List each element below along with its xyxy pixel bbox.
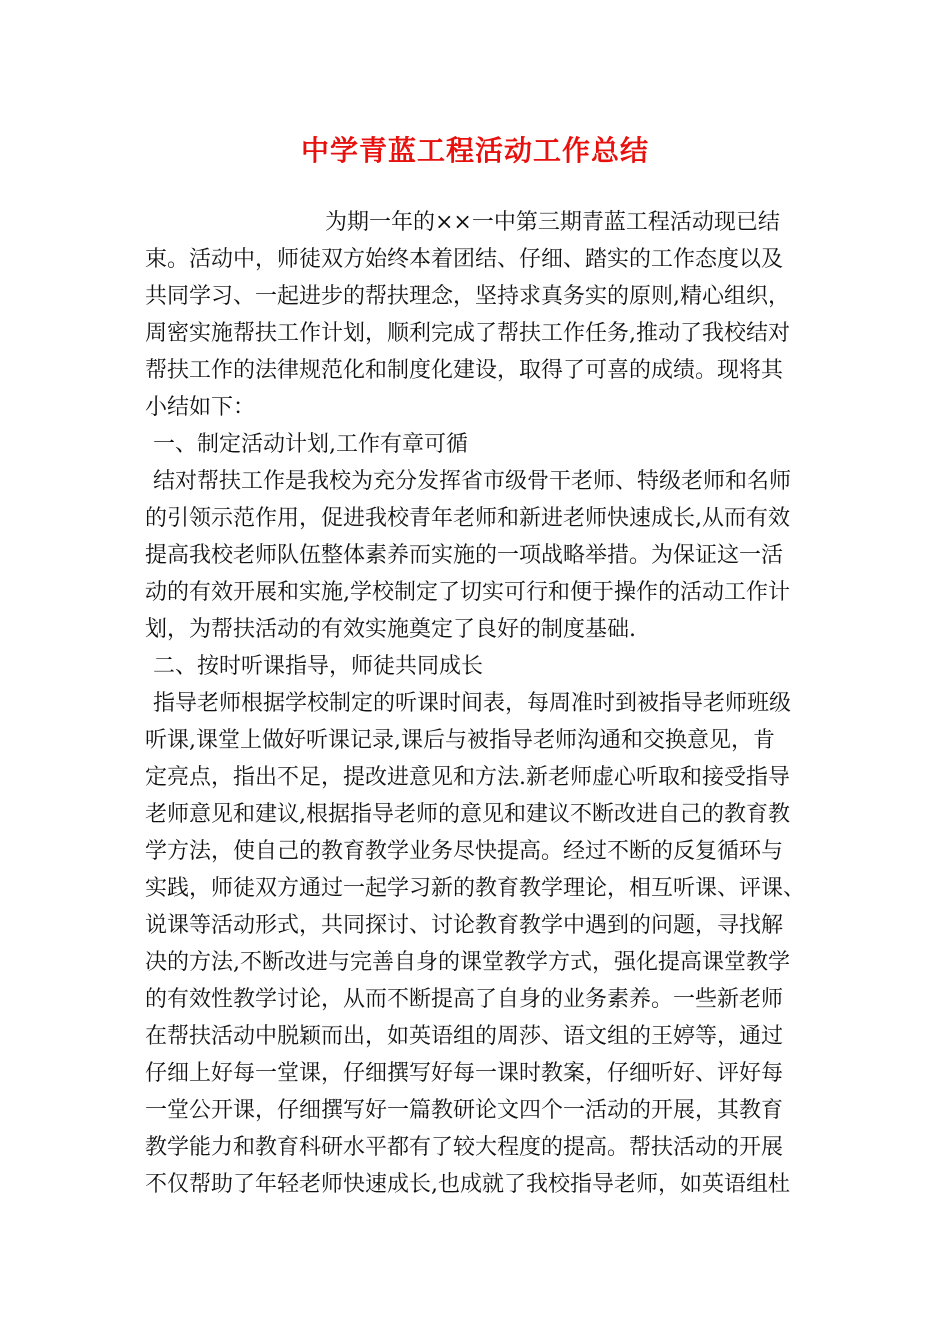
paragraph-line: 结对帮扶工作是我校为充分发挥省市级骨干老师、特级老师和名师 xyxy=(153,469,792,494)
paragraph-line: 实践，师徒双方通过一起学习新的教育教学理论，相互听课、评课、 xyxy=(145,876,806,901)
section-heading: 二、按时听课指导，师徒共同成长 xyxy=(153,654,484,679)
paragraph-line: 的有效性教学讨论，从而不断提高了自身的业务素养。一些新老师 xyxy=(145,987,784,1012)
paragraph-line: 束。活动中，师徒双方始终本着团结、仔细、踏实的工作态度以及 xyxy=(145,247,784,272)
document-body xyxy=(145,204,815,1203)
paragraph-line: 定亮点，指出不足，提改进意见和方法.新老师虚心听取和接受指导 xyxy=(145,765,790,790)
paragraph-line: 在帮扶活动中脱颖而出，如英语组的周莎、语文组的王婷等，通过 xyxy=(145,1024,784,1049)
paragraph-line: 为期一年的××一中第三期青蓝工程活动现已结 xyxy=(325,210,780,235)
paragraph-line: 老师意见和建议,根据指导老师的意见和建议不断改进自己的教育教 xyxy=(145,802,790,827)
paragraph-line: 一堂公开课，仔细撰写好一篇教研论文四个一活动的开展，其教育 xyxy=(145,1098,784,1123)
paragraph-line: 提高我校老师队伍整体素养而实施的一项战略举措。为保证这一活 xyxy=(145,543,784,568)
paragraph-line: 教学能力和教育科研水平都有了较大程度的提高。帮扶活动的开展 xyxy=(145,1135,784,1160)
section-heading: 一、制定活动计划,工作有章可循 xyxy=(153,432,468,457)
paragraph-line: 决的方法,不断改进与完善自身的课堂教学方式，强化提高课堂教学 xyxy=(145,950,790,975)
paragraph-line: 的引领示范作用，促进我校青年老师和新进老师快速成长,从而有效 xyxy=(145,506,790,531)
paragraph-line: 学方法，使自己的教育教学业务尽快提高。经过不断的反复循环与 xyxy=(145,839,784,864)
paragraph-line: 小结如下： xyxy=(145,395,256,420)
paragraph-line: 动的有效开展和实施,学校制定了切实可行和便于操作的活动工作计 xyxy=(145,580,790,605)
document-title: 中学青蓝工程活动工作总结 xyxy=(300,134,649,167)
paragraph-line: 仔细上好每一堂课，仔细撰写好每一课时教案，仔细听好、评好每 xyxy=(145,1061,784,1086)
paragraph-line: 划，为帮扶活动的有效实施奠定了良好的制度基础. xyxy=(145,617,636,642)
paragraph-line: 共同学习、一起进步的帮扶理念，坚持求真务实的原则,精心组织， xyxy=(145,284,790,309)
paragraph-line: 帮扶工作的法律规范化和制度化建设，取得了可喜的成绩。现将其 xyxy=(145,358,784,383)
paragraph-line: 周密实施帮扶工作计划，顺利完成了帮扶工作任务,推动了我校结对 xyxy=(145,321,790,346)
paragraph-line: 听课,课堂上做好听课记录,课后与被指导老师沟通和交换意见，肯 xyxy=(145,728,775,753)
paragraph-line: 说课等活动形式，共同探讨、讨论教育教学中遇到的问题，寻找解 xyxy=(145,913,784,938)
paragraph-line: 指导老师根据学校制定的听课时间表，每周准时到被指导老师班级 xyxy=(153,691,792,716)
paragraph-line: 不仅帮助了年轻老师快速成长,也成就了我校指导老师，如英语组杜 xyxy=(145,1172,790,1197)
